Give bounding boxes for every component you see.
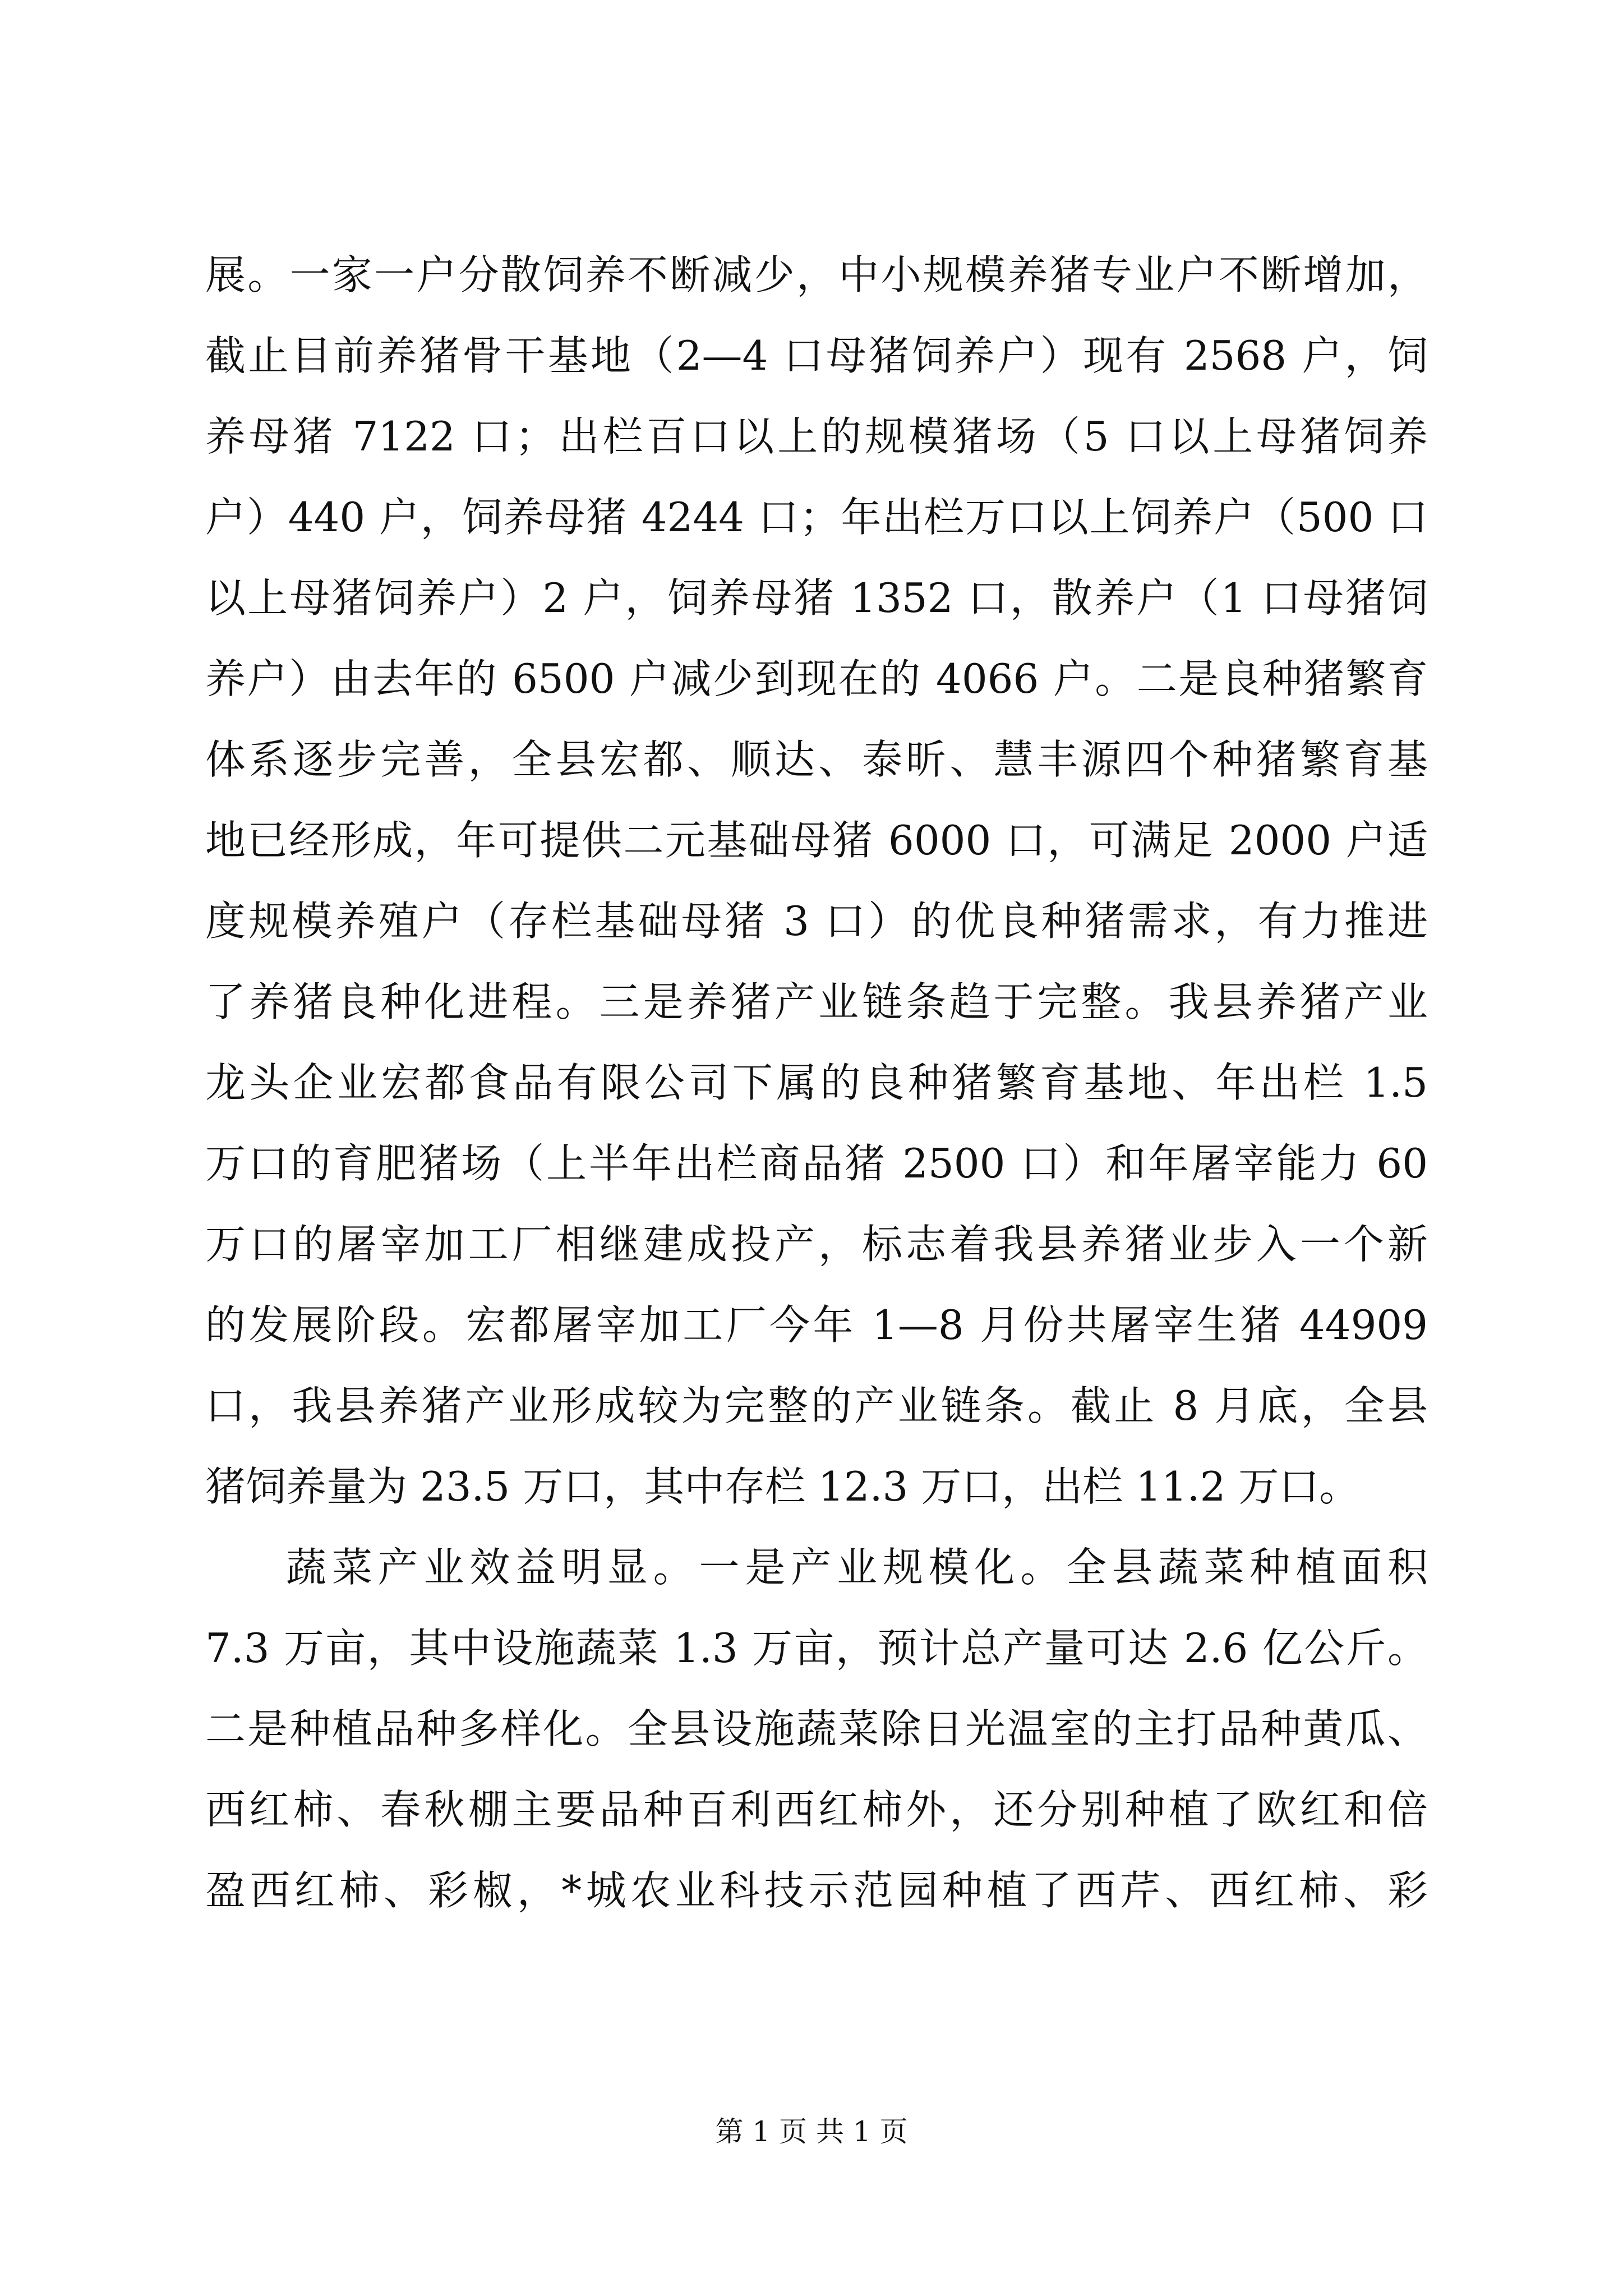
- text-line: 蔬菜产业效益明显。一是产业规模化。全县蔬菜种植面积: [286, 1544, 1428, 1591]
- text-line: 的发展阶段。宏都屠宰加工厂今年 1—8 月份共屠宰生猪 44909: [205, 1301, 1428, 1349]
- text-line: 体系逐步完善，全县宏都、顺达、泰昕、慧丰源四个种猪繁育基: [205, 736, 1428, 783]
- page-footer: [0, 2109, 1623, 2154]
- text-line: 龙头企业宏都食品有限公司下属的良种猪繁育基地、年出栏 1.5: [205, 1059, 1428, 1106]
- text-line: 万口的屠宰加工厂相继建成投产，标志着我县养猪业步入一个新: [205, 1221, 1428, 1268]
- text-line: 养母猪 7122 口；出栏百口以上的规模猪场（5 口以上母猪饲养: [205, 413, 1428, 460]
- text-line: 7.3 万亩，其中设施蔬菜 1.3 万亩，预计总产量可达 2.6 亿公斤。: [205, 1625, 1428, 1672]
- text-line: 截止目前养猪骨干基地（2—4 口母猪饲养户）现有 2568 户，饲: [205, 332, 1428, 379]
- text-line: 养户）由去年的 6500 户减少到现在的 4066 户。二是良种猪繁育: [205, 655, 1428, 702]
- text-line: 以上母猪饲养户）2 户，饲养母猪 1352 口，散养户（1 口母猪饲: [205, 574, 1428, 622]
- text-line: 万口的育肥猪场（上半年出栏商品猪 2500 口）和年屠宰能力 60: [205, 1140, 1428, 1187]
- text-line: 户）440 户，饲养母猪 4244 口；年出栏万口以上饲养户（500 口: [205, 494, 1428, 541]
- text-line: 二是种植品种多样化。全县设施蔬菜除日光温室的主打品种黄瓜、: [205, 1705, 1428, 1752]
- text-line: 地已经形成，年可提供二元基础母猪 6000 口，可满足 2000 户适: [205, 817, 1428, 864]
- text-line: 度规模养殖户（存栏基础母猪 3 口）的优良种猪需求，有力推进: [205, 898, 1428, 945]
- text-line: 西红柿、春秋棚主要品种百利西红柿外，还分别种植了欧红和倍: [205, 1786, 1428, 1833]
- text-line: 了养猪良种化进程。三是养猪产业链条趋于完整。我县养猪产业: [205, 978, 1428, 1025]
- page-number-label: 第 1 页 共 1 页: [715, 2115, 908, 2148]
- text-line: 盈西红柿、彩椒，*城农业科技示范园种植了西芹、西红柿、彩: [205, 1867, 1428, 1914]
- body-text: [205, 234, 1428, 1931]
- text-line: 展。一家一户分散饲养不断减少，中小规模养猪专业户不断增加，: [205, 251, 1428, 298]
- text-line: 猪饲养量为 23.5 万口，其中存栏 12.3 万口，出栏 11.2 万口。: [205, 1463, 1360, 1510]
- text-line: 口，我县养猪产业形成较为完整的产业链条。截止 8 月底，全县: [205, 1382, 1428, 1429]
